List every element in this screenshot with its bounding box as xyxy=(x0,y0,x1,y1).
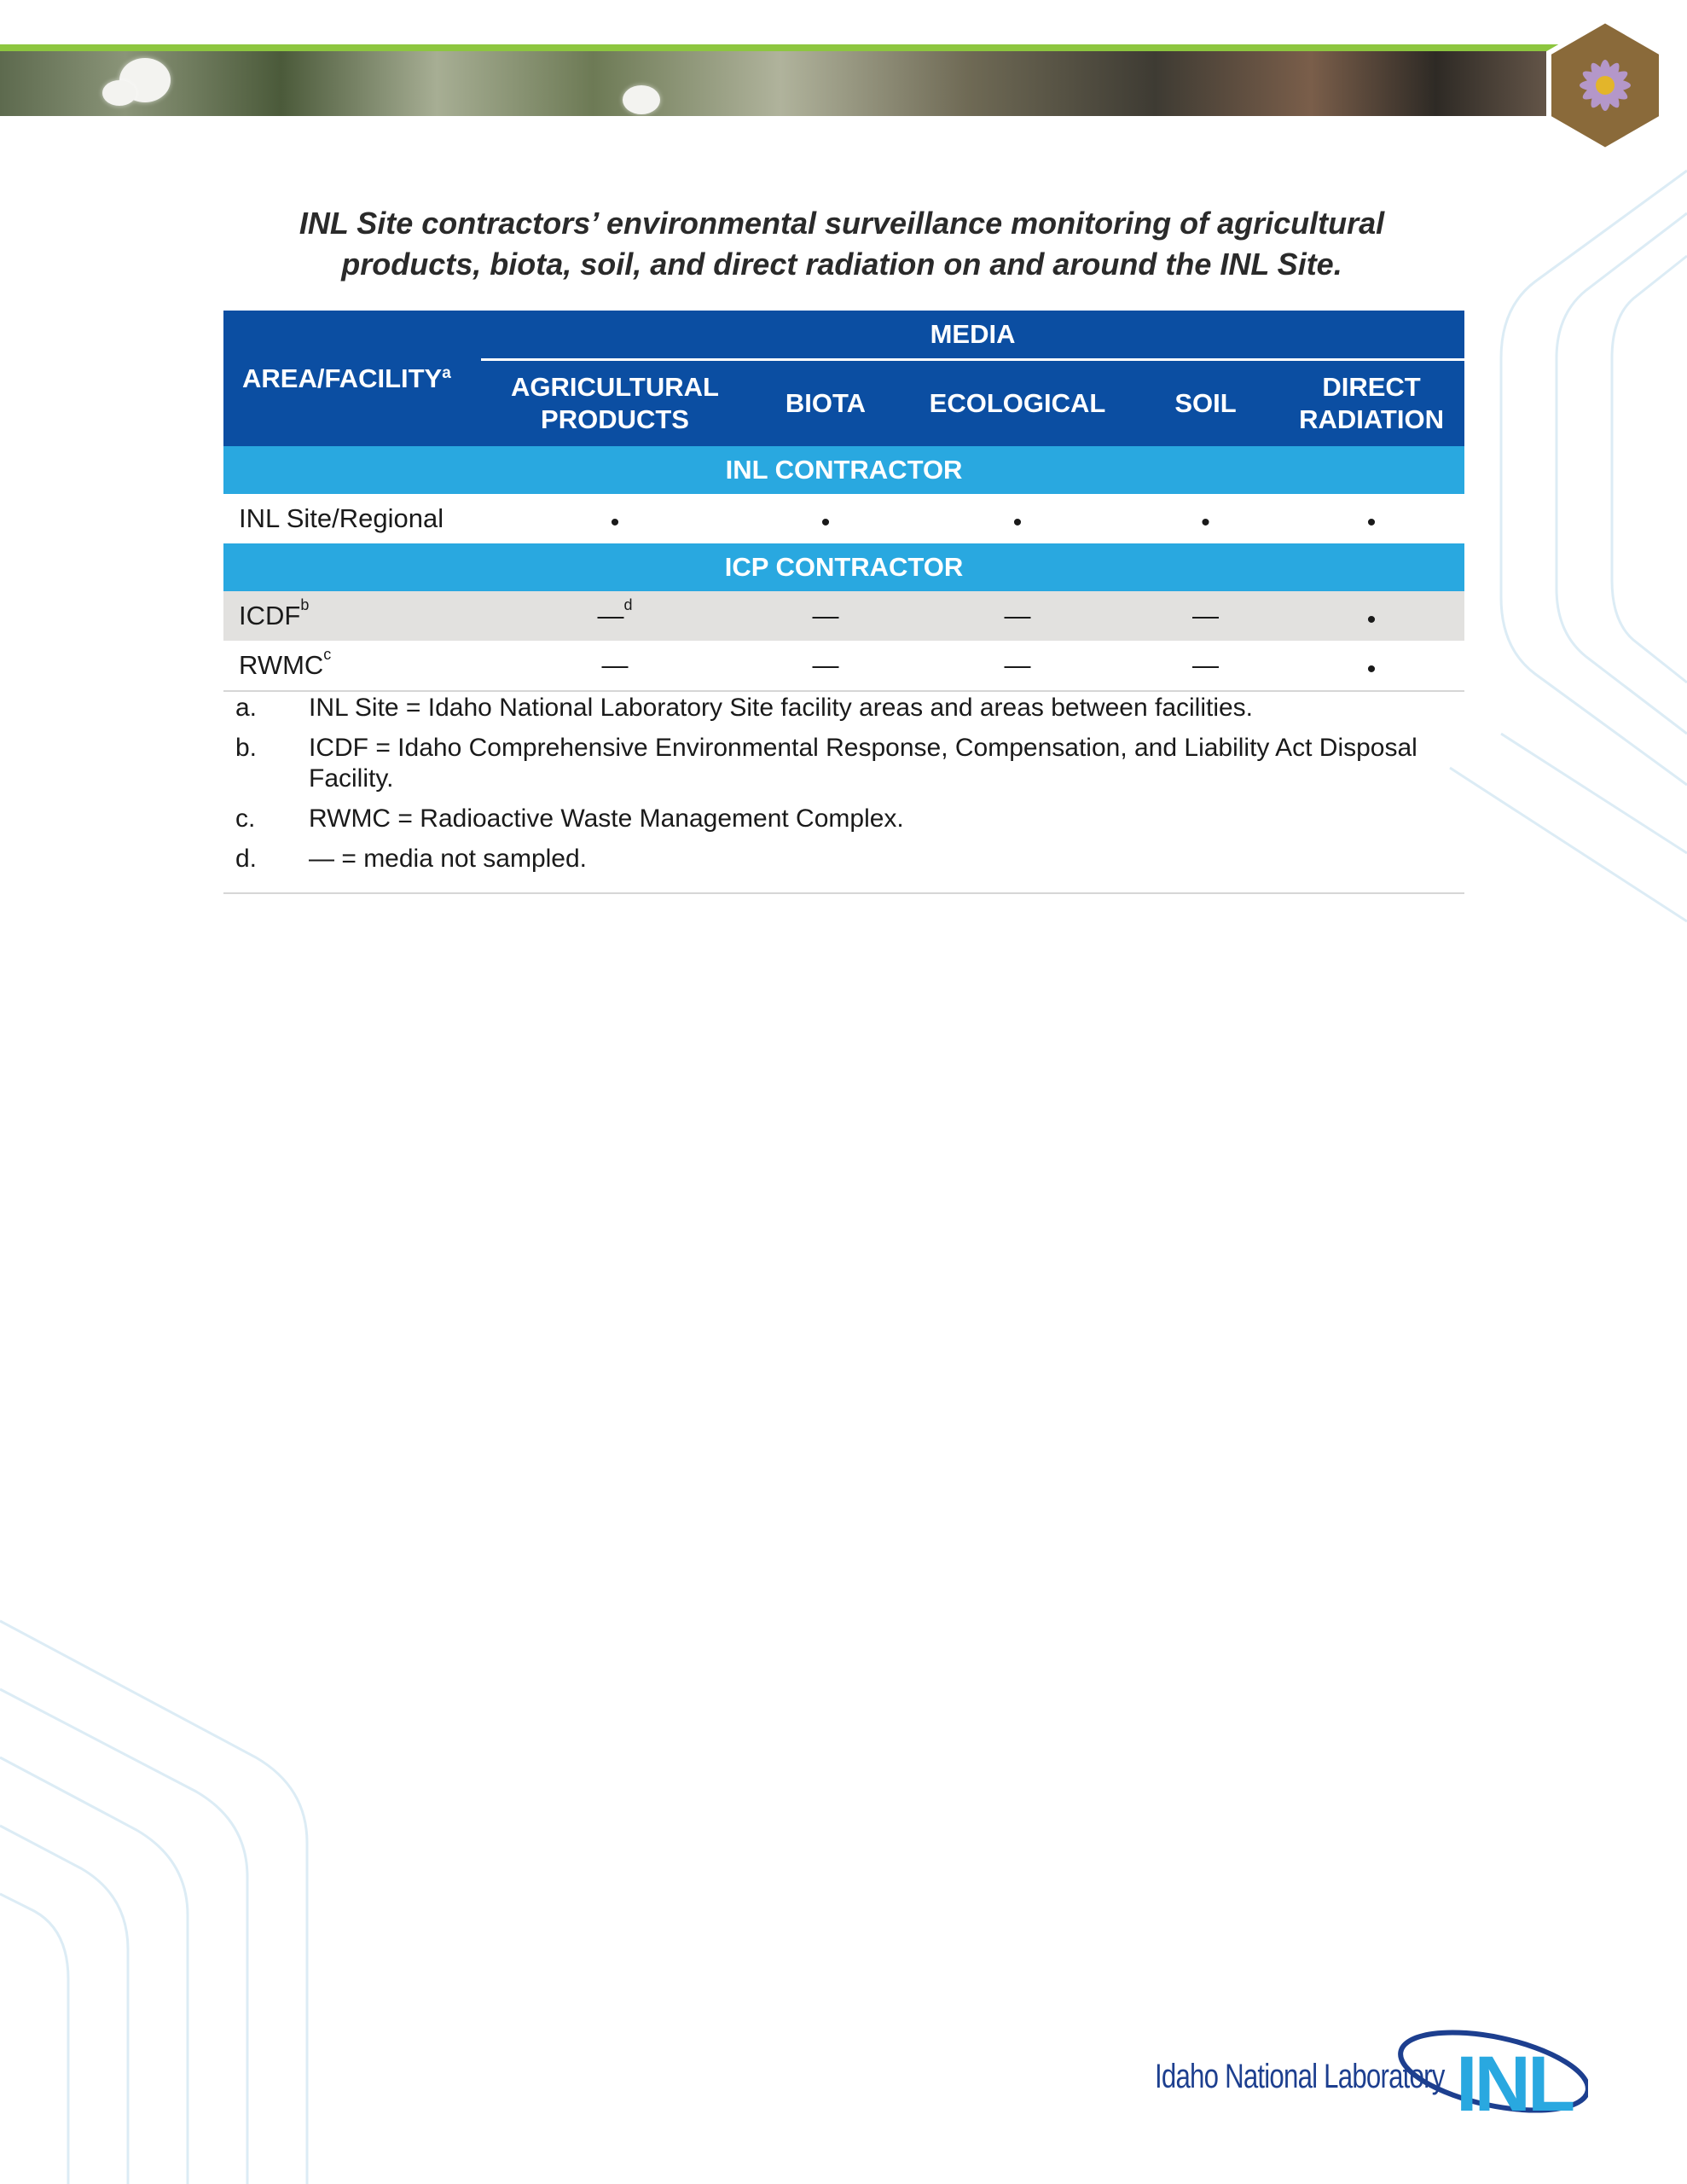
footnote-label: b. xyxy=(235,734,258,762)
footnote-text: RWMC = Radioactive Waste Management Complex. xyxy=(309,804,904,833)
column-header-soil: SOIL xyxy=(1174,388,1237,418)
monitoring-table xyxy=(223,311,1464,692)
row-area-label: INL Site/Regional xyxy=(239,503,444,533)
table-row xyxy=(223,591,1464,641)
section-label: ICP CONTRACTOR xyxy=(223,543,1464,591)
inl-logo-mark: INL xyxy=(1456,2041,1573,2121)
table-title xyxy=(223,203,1460,285)
inl-logo-wordmark: Idaho National Laboratory xyxy=(1155,2058,1445,2095)
flower-hexagon-badge xyxy=(1542,17,1668,154)
column-header-agricultural-products: AGRICULTURAL PRODUCTS xyxy=(511,372,719,434)
footnote-text: ICDF = Idaho Comprehensive Environmental Response, Compensation, and Liability Act Disposal Facility. xyxy=(309,734,1417,793)
cell-agricultural-products: — xyxy=(481,641,749,691)
area-facility-header: AREA/FACILITY$^a$ xyxy=(242,363,451,393)
footnote-label: a. xyxy=(235,694,258,722)
table-title-line-1: INL Site contractors’ environmental surveillance monitoring of agricultural xyxy=(299,206,1385,241)
header-accent-line xyxy=(0,44,1561,51)
cell-biota: — xyxy=(749,591,902,641)
footnote-item xyxy=(223,693,1464,723)
cell-agricultural-products: —$^d$ xyxy=(481,591,749,641)
cell-soil: • xyxy=(1201,508,1210,537)
section-label: INL CONTRACTOR xyxy=(223,446,1464,494)
cell-ecological: — xyxy=(902,591,1133,641)
cell-direct-radiation: • xyxy=(1366,508,1377,537)
footnote-text: INL Site = Idaho National Laboratory Site facility areas and areas between facilities. xyxy=(309,694,1254,722)
table-footnotes xyxy=(223,693,1464,894)
cell-soil: — xyxy=(1133,591,1278,641)
section-row-inl-contractor xyxy=(223,446,1464,494)
area-facility-footnote-marker: a xyxy=(442,363,451,382)
cell-biota: — xyxy=(749,641,902,691)
column-header-biota: BIOTA xyxy=(785,388,867,418)
footnote-text: — = media not sampled. xyxy=(309,845,588,873)
section-row-icp-contractor xyxy=(223,543,1464,591)
footnote-item xyxy=(223,844,1464,874)
cell-footnote-marker: d xyxy=(623,596,633,613)
footnote-item xyxy=(223,733,1464,794)
row-area-label: ICDF$^b$ xyxy=(223,591,481,641)
table-header-row xyxy=(223,311,1464,360)
footnote-item xyxy=(223,804,1464,834)
cell-soil: — xyxy=(1133,641,1278,691)
table-row xyxy=(223,494,1464,543)
cell-ecological: — xyxy=(902,641,1133,691)
row-footnote-marker: c xyxy=(323,646,332,663)
media-group-header: MEDIA xyxy=(481,311,1464,360)
table-row xyxy=(223,641,1464,691)
cell-direct-radiation: • xyxy=(1278,641,1464,691)
row-area-label: RWMC$^c$ xyxy=(223,641,481,691)
footnote-label: c. xyxy=(235,804,256,833)
cell-agricultural-products: • xyxy=(610,508,620,537)
column-header-ecological: ECOLOGICAL xyxy=(929,388,1106,418)
inl-logo-icon xyxy=(1153,2027,1588,2121)
cell-biota: • xyxy=(820,508,831,537)
row-footnote-marker: b xyxy=(300,596,310,613)
footnote-label: d. xyxy=(235,845,258,873)
cell-ecological: • xyxy=(1012,508,1023,537)
table-title-line-2: products, biota, soil, and direct radiation on and around the INL Site. xyxy=(341,247,1342,282)
column-header-direct-radiation: DIRECT RADIATION xyxy=(1299,372,1444,434)
header-photo-banner xyxy=(0,51,1561,116)
cell-direct-radiation: • xyxy=(1278,591,1464,641)
